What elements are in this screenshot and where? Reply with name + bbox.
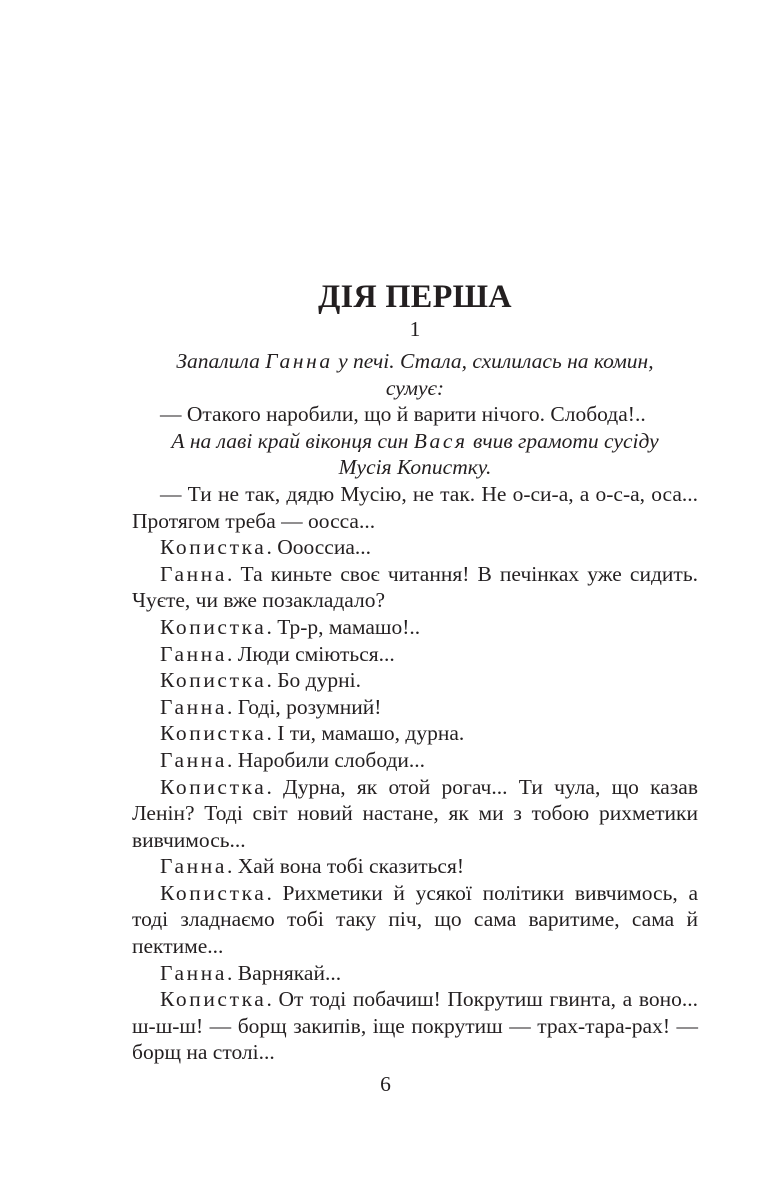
speaker-name: Копистка [160, 614, 267, 639]
dialogue-paragraph [132, 986, 698, 1066]
speaker-name: Копистка [160, 987, 267, 1012]
dialogue-paragraph [132, 641, 698, 668]
dialogue-paragraph [132, 481, 698, 534]
dialogue-paragraph [132, 694, 698, 721]
text-run: вчив грамоти сусіду [467, 428, 659, 453]
speaker-name: Ганна [160, 694, 227, 719]
speaker-name: Вася [413, 428, 468, 453]
text-run: . Наробили слободи... [227, 747, 426, 772]
dialogue-paragraph [132, 774, 698, 854]
speaker-name: Копистка [160, 880, 267, 905]
dialogue-paragraph [132, 401, 698, 428]
speaker-name: Ганна [160, 854, 227, 879]
speaker-name: Копистка [160, 535, 267, 560]
text-run: . Рихметики й усякої політики вивчимось, а тоді зладнаємо тобі таку піч, що сама варитиме, сама й пектиме... [132, 880, 698, 959]
text-run: . Варнякай... [227, 960, 342, 985]
text-run: сумує: [385, 375, 445, 400]
dialogue-paragraph [132, 667, 698, 694]
dialogue-paragraph [132, 747, 698, 774]
dialogue-paragraph [132, 960, 698, 987]
text-block [132, 278, 698, 1066]
speaker-name: Ганна [160, 561, 227, 586]
stage-direction [132, 428, 698, 481]
speaker-name: Ганна [160, 747, 227, 772]
text-run: . Та киньте своє читання! В печінках уже сидить. Чуєте, чи вже позакладало? [132, 561, 698, 613]
text-run: . Хай вона тобі сказиться! [227, 854, 465, 879]
text-run: Мусія Копистку. [338, 455, 492, 480]
text-run: А на лаві край віконця син [171, 428, 414, 453]
scene-number: 1 [409, 317, 421, 341]
text-run: . Тр-р, мамашо!.. [266, 614, 421, 639]
text-run: — Отакого наробили, що й варити нічого. Слобода!.. [160, 402, 646, 427]
dialogue-paragraph [132, 561, 698, 614]
text-run: . Дурна, як отой рогач... Ти чула, що казав Ленін? Тоді світ новий настане, як ми з тобою рихметики вивчимось... [132, 774, 698, 852]
dialogue-paragraph [132, 614, 698, 641]
text-run: . Оооссиа... [266, 535, 372, 560]
act-heading: ДІЯ ПЕРША [318, 278, 512, 314]
text-run: . Годі, розумний! [227, 694, 382, 719]
text-run: . Бо дурні. [266, 668, 361, 693]
text-run: Запалила [176, 349, 266, 373]
speaker-name: Копистка [160, 721, 267, 746]
dialogue-paragraph [132, 853, 698, 880]
text-run: . От тоді побачиш! Покрутиш гвинта, а воно... ш-ш-ш! — борщ закипів, іще покрутиш — трах-тара-рах! — борщ на столі... [132, 987, 698, 1065]
speaker-name: Ганна [265, 349, 333, 373]
speaker-name: Ганна [160, 960, 227, 985]
text-run: . Люди сміються... [227, 641, 395, 666]
text-run: . І ти, мамашо, дурна. [266, 721, 465, 746]
play-text [132, 348, 698, 1066]
dialogue-paragraph [132, 880, 698, 960]
page-number: 6 [380, 1072, 391, 1096]
speaker-name: Копистка [160, 668, 267, 693]
stage-direction [132, 348, 698, 401]
text-run: — Ти не так, дядю Мусію, не так. Не о-си-а, а о-с-а, оса... Протягом треба — оосса... [132, 481, 698, 533]
speaker-name: Ганна [160, 641, 227, 666]
text-run: у печі. Стала, схилилась на комин, [332, 349, 654, 373]
speaker-name: Копистка [160, 774, 267, 799]
dialogue-paragraph [132, 534, 698, 561]
dialogue-paragraph [132, 720, 698, 747]
